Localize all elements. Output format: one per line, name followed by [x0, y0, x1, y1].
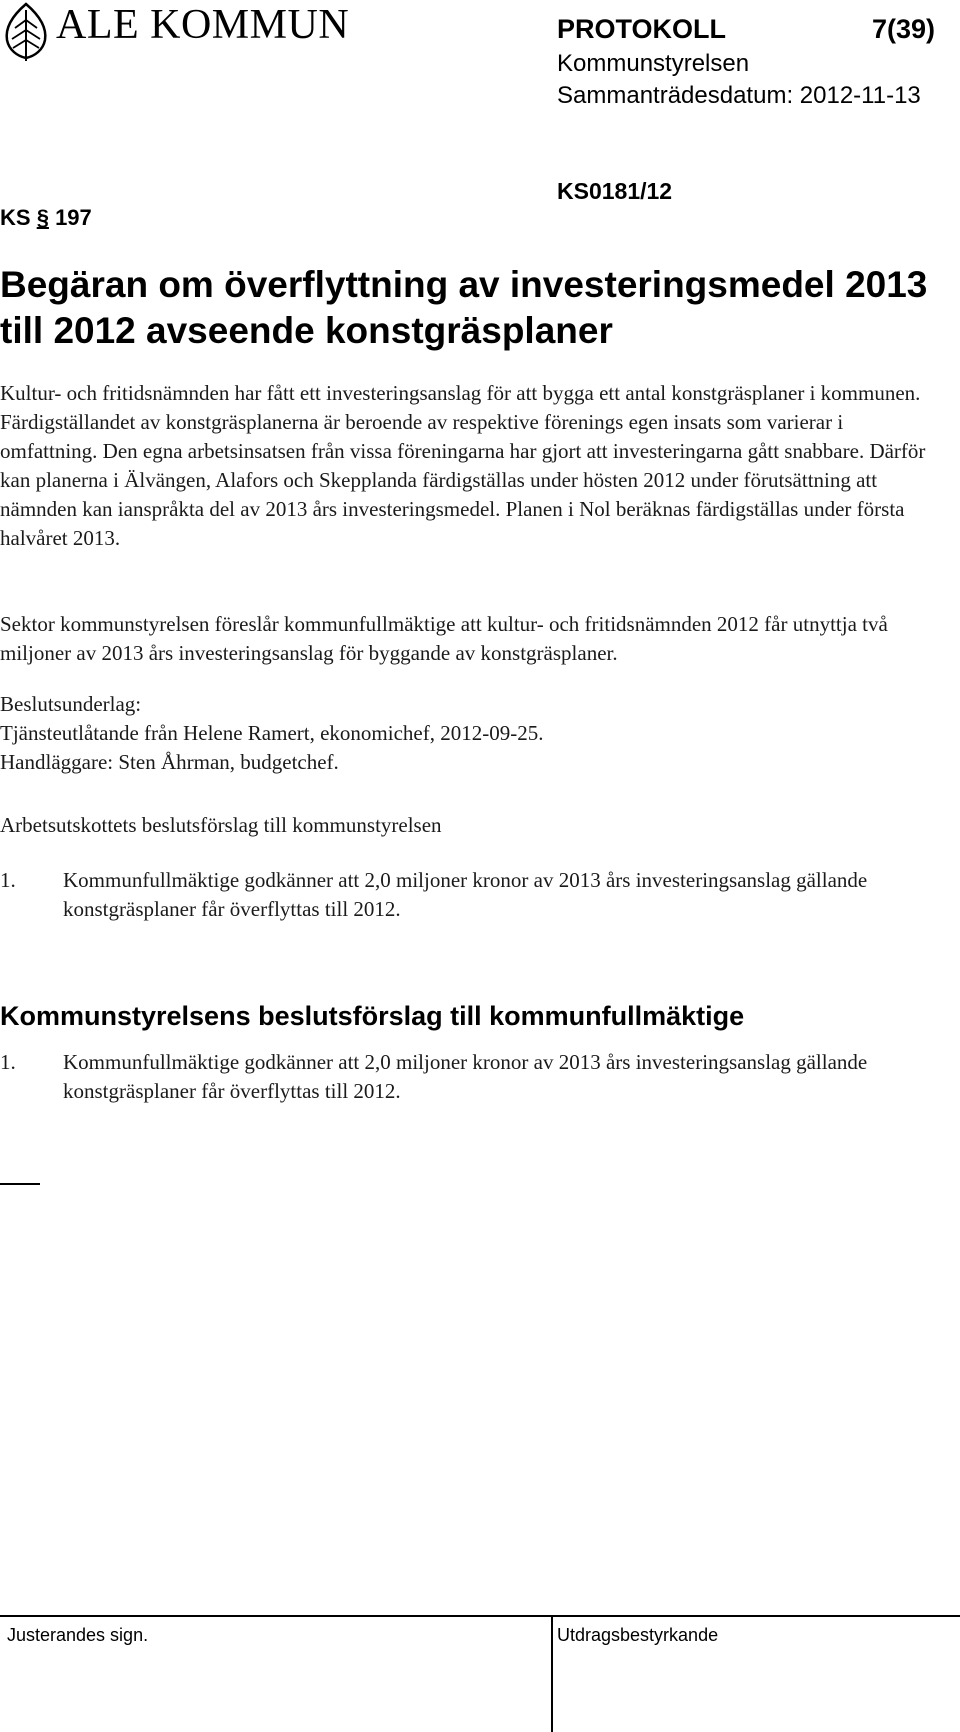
- decision-basis: [0, 690, 945, 777]
- governing-body: Kommunstyrelsen: [557, 50, 750, 77]
- list-item-text: Kommunfullmäktige godkänner att 2,0 miljoner kronor av 2013 års investeringsanslag gällande konstgräsplaner får överflyttas till 2012.: [63, 868, 868, 921]
- certification-field-label: Utdragsbestyrkande: [557, 1625, 719, 1645]
- board-proposal-item: [0, 1048, 945, 1106]
- proposal-paragraph: Sektor kommunstyrelsen föreslår kommunfullmäktige att kultur- och fritidsnämnden 2012 får utnyttja två miljoner av 2013 års investeringsanslag för byggande av konstgräsplaner.: [0, 612, 888, 665]
- section-number: [0, 207, 92, 229]
- document-type: PROTOKOLL: [557, 14, 727, 44]
- list-item-text: Kommunfullmäktige godkänner att 2,0 miljoner kronor av 2013 års investeringsanslag gällande konstgräsplaner får överflyttas till 2012.: [63, 1050, 868, 1103]
- decision-basis-handler: Handläggare: Sten Åhrman, budgetchef.: [0, 750, 339, 774]
- section-prefix: KS: [0, 205, 31, 230]
- page-number: 7(39): [871, 14, 935, 44]
- footer-divider-line: [0, 1615, 960, 1617]
- decision-basis-document: Tjänsteutlåtande från Helene Ramert, ekonomichef, 2012-09-25.: [0, 721, 544, 745]
- logo-wordmark: ALE KOMMUN: [56, 2, 350, 48]
- section-digits: 197: [55, 205, 92, 230]
- board-proposal-heading: Kommunstyrelsens beslutsförslag till kommunfullmäktige: [0, 1001, 745, 1031]
- meeting-date: Sammanträdesdatum: 2012-11-13: [557, 82, 921, 109]
- end-marker-rule: [0, 1183, 40, 1185]
- leaf-emblem-icon: [2, 2, 50, 62]
- document-type-row: [557, 16, 935, 43]
- footer-column-divider: [551, 1615, 553, 1732]
- list-item-number: 1.: [0, 1050, 16, 1074]
- background-paragraph: Kultur- och fritidsnämnden har fått ett investeringsanslag för att bygga ett antal konstgräsplaner i kommunen. Färdigställandet av konstgräsplanerna är beroende av respektive förenings egen insats som varierar i omfattning. Den egna arbetsinsatsen från vissa föreningarna har gjort att investeringarna gått snabbare. Därför kan planerna i Älvängen, Alafors och Skepplanda färdigställas under hösten 2012 under förutsättning att nämnden kan ianspråkta del av 2013 års investeringsmedel. Planen i Nol beräknas färdigställas under första halvåret 2013.: [0, 381, 926, 550]
- committee-heading: Arbetsutskottets beslutsförslag till kommunstyrelsen: [0, 813, 442, 837]
- signature-field-label: Justerandes sign.: [7, 1625, 149, 1645]
- section-symbol: §: [36, 205, 49, 230]
- list-item-number: 1.: [0, 868, 16, 892]
- case-reference: KS0181/12: [557, 178, 673, 204]
- municipality-logo: [0, 0, 400, 62]
- document-title: Begäran om överflyttning av investeringsmedel 2013 till 2012 avseende konstgräsplaner: [0, 264, 928, 351]
- decision-basis-label: Beslutsunderlag:: [0, 692, 142, 716]
- committee-proposal-item: [0, 866, 945, 924]
